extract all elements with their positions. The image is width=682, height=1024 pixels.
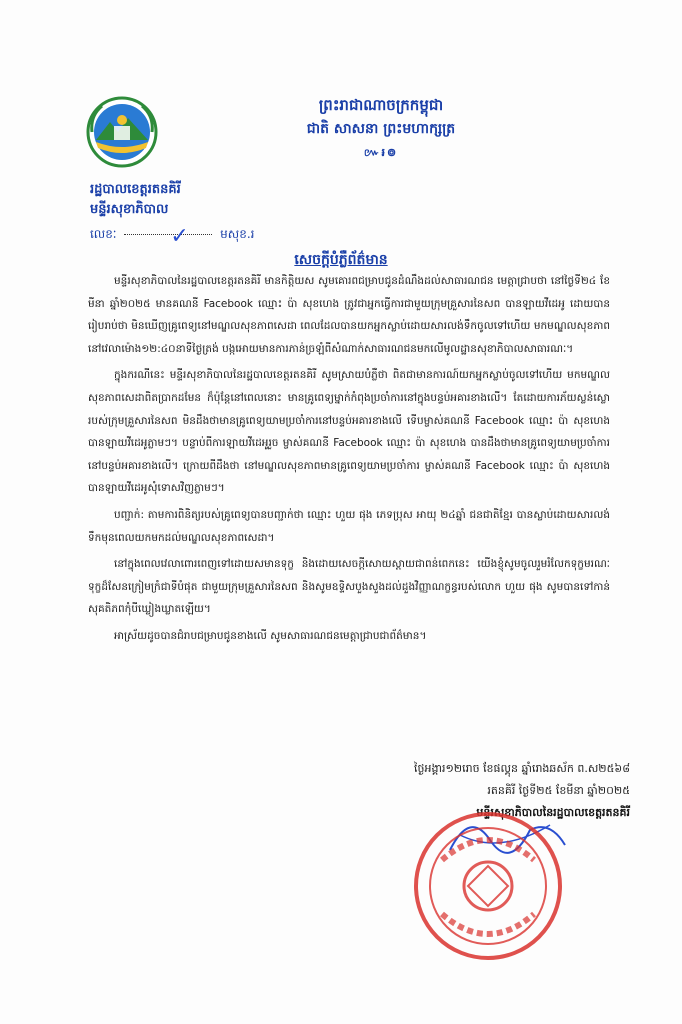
- body-paragraph: នៅក្នុងពេលវេលាពោរពេញទៅដោយសមានទុក្ខ និងដោយសេចក្ដីសោយស្ដាយជាពន់ពេកនេះ យើងខ្ញុំសូមចូលរួមរំលែកទុក្ខមរណៈទុក្ខដ៏សែនក្រៀមក្រំជាទីបំផុត ជាមួយក្រុមគ្រួសារនៃសព និងសូមឧទ្ទិសបួងសួងដល់ដួងវិញ្ញាណក្ខន្ធរបស់លោក ហួយ ផុង សូមបានទៅកាន់សុគតិភពកុំបីឃ្លៀងឃ្លាតឡើយ។: [88, 558, 610, 616]
- lunar-date: ថ្ងៃអង្គារ១២រោច ខែផល្គុន ឆ្នាំរោងឆស័ក ព.ស២៥៦៨: [414, 762, 630, 775]
- body-paragraph: អាស្រ័យដូចបានជំរាបជម្រាបជូនខាងលើ សូមសាធារណជនមេត្តាជ្រាបជាព័ត៌មាន។: [114, 629, 427, 642]
- official-stamp: [412, 810, 564, 962]
- administration-name: រដ្ឋបាលខេត្តរតនគិរី: [90, 182, 181, 197]
- provincial-emblem-logo: [86, 96, 158, 168]
- body-paragraph: មន្ទីរសុខាភិបាលនៃរដ្ឋបាលខេត្តរតនគិរី មានកិត្តិយស សូមគោរពជម្រាបជូនដំណឹងដល់សាធារណជន មេត្តាជ្រាបថា នៅថ្ងៃទី២៤ ខែមីនា ឆ្នាំ២០២៥ មានគណនី Facebook ឈ្មោះ ប៉ា សុខហេង ត្រូវជាអ្នកធ្វើការជាមួយក្រុមគ្រួសារនៃសព បានឡាយវីដេអូ ដោយបានរៀបរាប់ថា មិនឃើញគ្រូពេទ្យនៅមណ្ឌលសុខភាពសេដា ពេលដែលបានយកអ្នកស្លាប់ដោយសារលង់ទឹកចូលទៅហើយ មកមណ្ឌលសុខភាព នៅវេលាម៉ោង១២:៤០នាទីថ្ងៃត្រង់ បង្កអោយមានការភាន់ច្រឡំពីសំណាក់សាធារណជនមកលើមូលដ្ឋានសុខាភិបាលសាធារណៈ។: [88, 275, 610, 355]
- issuing-authority: [90, 180, 181, 220]
- reference-number: [90, 224, 255, 249]
- national-header: [246, 93, 516, 165]
- body-paragraph: ក្នុងករណីនេះ មន្ទីរសុខាភិបាលនៃរដ្ឋបាលខេត្តរតនគិរី សូមស្រាយបំភ្លឺថា ពិតជាមានការណ៍យកអ្នកស្លាប់ចូលទៅហើយ មកមណ្ឌលសុខភាពសេដាពិតប្រាកដមែន ក៏ប៉ុន្តែនៅពេលនោះ មានគ្រូពេទ្យម្នាក់កំពុងប្រចាំការនៅក្នុងបន្ទប់អគារខាងលើ។ តែដោយការភ័យស្លន់ស្លោរបស់ក្រុមគ្រួសារនៃសព មិនដឹងថាមានគ្រូពេទ្យយាមប្រចាំការនៅបន្ទប់អគារខាងលើ ទើបម្ចាស់គណនី Facebook ឈ្មោះ ប៉ា សុខហេង បានឡាយវីដេអូភ្លាមៗ។ បន្ទាប់ពីការឡាយវីដេអូរួច ម្ចាស់គណនី Facebook ឈ្មោះ ប៉ា សុខហេង បានដឹងថាមានគ្រូពេទ្យយាមប្រចាំការនៅបន្ទប់អគារខាងលើ។ ក្រោយពីដឹងថា នៅមណ្ឌលសុខភាពមានគ្រូពេទ្យយាមប្រចាំការ ម្ចាស់គណនី Facebook ឈ្មោះ ប៉ា សុខហេង បានឡាយវីដេអូសុំទោសវិញភ្លាមៗ។: [88, 369, 610, 495]
- national-motto: ជាតិ សាសនា ព្រះមហាក្សត្រ: [306, 121, 456, 137]
- kingdom-name: ព្រះរាជាណាចក្រកម្ពុជា: [318, 96, 444, 114]
- checkmark-icon: ✓: [170, 224, 189, 249]
- solar-date: រតនគិរី ថ្ងៃទី២៥ ខែមីនា ឆ្នាំ២០២៥: [487, 784, 630, 797]
- reference-blank: [124, 224, 212, 249]
- body-paragraph: បញ្ជាក់: តាមការពិនិត្យរបស់គ្រូពេទ្យបានបញ្ជាក់ថា ឈ្មោះ ហួយ ផុង ភេទប្រុស អាយុ ២៤ឆ្នាំ ជនជាតិខ្មែរ បានស្លាប់ដោយសារលង់ទឹកមុនពេលយកមកដល់មណ្ឌលសុខភាពសេដា។: [88, 508, 610, 544]
- signatory-organization: មន្ទីរសុខាភិបាលនៃរដ្ឋបាលខេត្តរតនគិរី: [476, 806, 630, 819]
- reference-prefix: លេខៈ: [90, 227, 117, 241]
- document-body: [88, 270, 610, 652]
- document-title: សេចក្តីបំភ្លឺព័ត៌មាន: [294, 252, 388, 268]
- header-ornament: ៚៛៙: [363, 146, 399, 159]
- reference-suffix: មសុខ.រ: [220, 227, 255, 241]
- department-name: មន្ទីរសុខាភិបាល: [90, 202, 169, 217]
